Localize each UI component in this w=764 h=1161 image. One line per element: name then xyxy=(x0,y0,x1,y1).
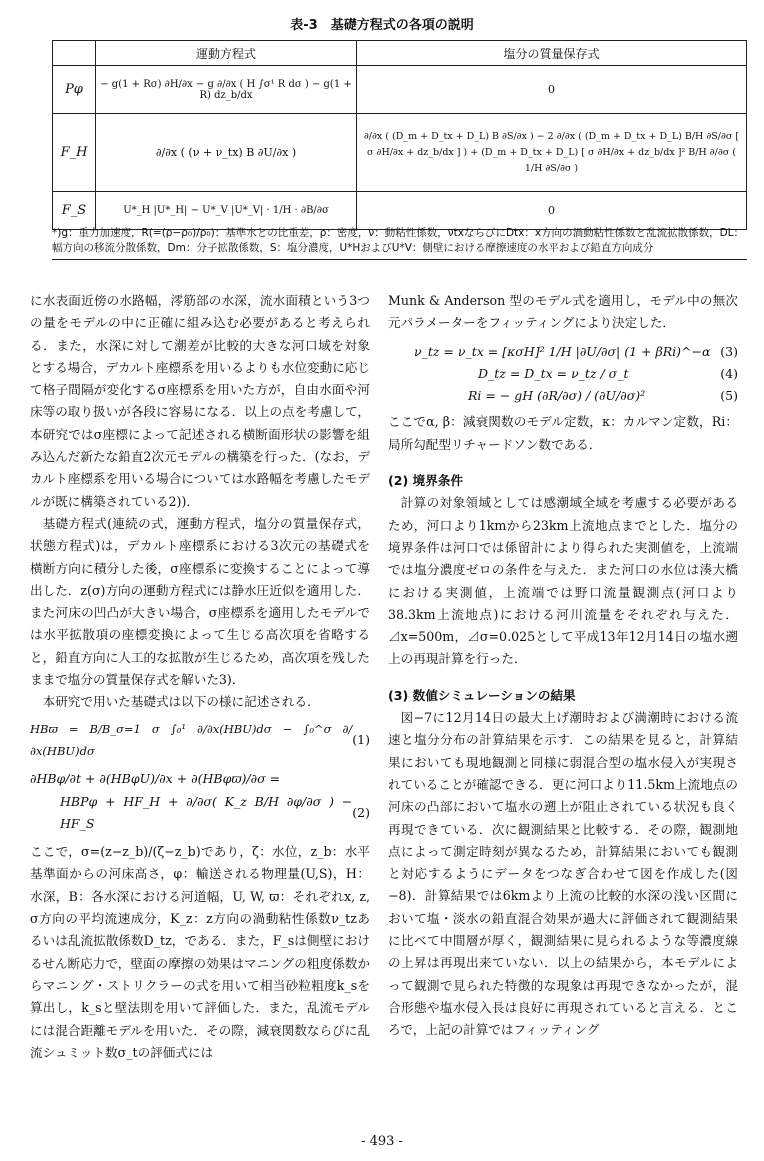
paragraph: 基礎方程式(連続の式，運動方程式，塩分の質量保存式，状態方程式)は，デカルト座標系における3次元の基礎式を横断方向に積分した後，σ座標系に変換することによって導出した．z(σ)方向の運動方程式には静水圧近似を適用した．また河床の凹凸が大きい場合，σ座標系を適用したモデルでは水平拡散項の座標変換によって生じる高次項を省略すると，鉛直方向に人工的な拡散が生じるため，高次項を残したままで塩分の質量保存式を解いた3)． xyxy=(30,515,371,688)
paragraph: に水表面近傍の水路幅，澪筋部の水深，流水面積という3つの量をモデルの中に正確に組み込む必要があると考えられる．また，水深に対して潮差が比較的大きな河口域を対象とする場合，デカルト座標系を用いるよりも水位変動に応じて格子間隔が変化するσ座標系を用いた方が，自由水面や河床等の取り扱いが各段に容易になる．以上の点を考慮して，本研究ではσ座標によって記述される横断面形状の影響を組み込んだ新たな鉛直2次元モデルの構築を行った．(なお，デカルト座標系を用いる場合については水路幅を考慮したモデルが既に構築されている2))． xyxy=(30,293,370,509)
table-caption: 表-3 基礎方程式の各項の説明 xyxy=(290,18,474,33)
momentum-term: − g(1 + Rσ) ∂H/∂x − g ∂/∂x ( H ∫σ¹ R dσ ) − g(1 + R) dz_b/dx xyxy=(96,66,357,114)
equation-number: (5) xyxy=(720,388,738,404)
equation-1 xyxy=(30,718,370,763)
equation-2b xyxy=(30,791,370,836)
row-label: Pφ xyxy=(53,66,96,114)
table-header-label xyxy=(53,41,96,66)
equation-body: HBϖ = B/B_σ=1 σ ∫₀¹ ∂/∂x(HBU)dσ − ∫₀^σ ∂/∂x(HBU)dσ xyxy=(30,721,353,758)
equation-body: HBPφ + HF_H + ∂/∂σ( K_z B/H ∂φ/∂σ ) − HF_S xyxy=(60,793,353,831)
page-number: - 493 - xyxy=(361,1134,403,1149)
paragraph: 図−7に12月14日の最大上げ潮時および満潮時における流速と塩分分布の計算結果を示す．この結果を見ると，計算結果においても現地観測と同様に弱混合型の塩水侵入が実現されていることが確認できる．更に河口より11.5km上流地点の河床の凸部において塩水の遡上が阻止されている状況も良く再現できている．次に観測結果と比較する．その際，観測地点によって測定時刻が異なるため，計算結果においても観測と対応するようにデータをつなぎ合わせて図を作成した(図−8)．計算結果では6kmより上流の比較的水深の浅い区間において塩・淡水の鉛直混合効果が過大に評価されて観測結果に比べて中間層が厚く，観測結果に見られるような等濃度線の上昇は再現出来ていない．以上の結果から，本モデルによって観測で見られた特徴的な現象は再現できなかったが，混合形態や塩水侵入長は良好に再現されていると言える．ところで，上記の計算ではフィッティング xyxy=(388,710,739,1038)
table-header-salt: 塩分の質量保存式 xyxy=(357,41,747,66)
equation-body: ∂HBφ/∂t + ∂(HBφU)/∂x + ∂(HBφϖ)/∂σ = xyxy=(30,771,281,787)
salt-term: 0 xyxy=(357,192,747,230)
equation-number: (1) xyxy=(352,731,370,747)
row-label: F_S xyxy=(53,192,96,230)
equation-body: D_tz = D_tx = ν_tz / σ_t xyxy=(478,365,629,381)
equation-body: Ri = − gH (∂R/∂σ) / (∂U/∂σ)² xyxy=(468,388,646,404)
equation-4 xyxy=(388,363,738,385)
section-heading: (2) 境界条件 xyxy=(388,473,464,489)
paragraph: Munk & Anderson 型のモデル式を適用し，モデル中の無次元パラメーターをフィッティングにより決定した． xyxy=(388,293,738,331)
left-column xyxy=(30,290,370,1064)
momentum-term: U*_H |U*_H| − U*_V |U*_V| · 1/H · ∂B/∂σ xyxy=(96,192,357,230)
equation-number: (3) xyxy=(720,343,738,359)
table-footnote: *)g：重力加速度，R(=(ρ−ρ₀)/ρ₀)：基準水との比重差，ρ：密度，ν：動粘性係数，νtxならびにDtx：x方向の渦動粘性係数と乱流拡散係数，DL：幅方向の移流分散係数，Dm：分子拡散係数，S：塩分濃度，U*HおよびU*V：側壁における摩擦速度の水平および鉛直方向成分 xyxy=(52,226,747,260)
salt-term: 0 xyxy=(357,66,747,114)
equation-number: (4) xyxy=(720,365,738,381)
equation-body: ν_tz = ν_tx = [κσH]² 1/H |∂U/∂σ| (1 + βRi)^−α xyxy=(414,343,711,359)
equation-3 xyxy=(388,341,738,363)
table-header-momentum: 運動方程式 xyxy=(96,41,357,66)
table-header-row xyxy=(53,41,747,66)
section-heading: (3) 数値シミュレーションの結果 xyxy=(388,687,576,703)
right-column xyxy=(388,290,738,1042)
equation-2a xyxy=(30,768,370,790)
paragraph: ここでα, β：減衰関数のモデル定数，κ：カルマン定数，Ri：局所勾配型リチャードソン数である． xyxy=(388,414,738,452)
row-label: F_H xyxy=(53,114,96,192)
equation-5 xyxy=(388,385,738,407)
paragraph: ここで，σ=(z−z_b)/(ζ−z_b)であり，ζ：水位，z_b：水平基準面からの河床高さ，φ：輸送される物理量(U,S)，H：水深，B：各水深における河道幅，U, W, ϖ：それぞれx, z, σ方向の平均流速成分，K_z：z方向の渦動粘性係数ν_tzあるいは乱流拡散係数D_tz，である．また，F_sは側壁におけるせん断応力で，壁面の摩擦の効果はマニングの粗度係数からマニング・ストリクラーの式を用いて相当砂粒粗度k_sを算出し，k_sと壁法則を用いて評価した．また，乱流モデルには混合距離モデルを用いた．その際，減衰関数ならびに乱流シュミット数σ_tの評価式には xyxy=(30,844,370,1060)
table-row xyxy=(53,192,747,230)
table-row xyxy=(53,114,747,192)
momentum-term: ∂/∂x ( (ν + ν_tx) B ∂U/∂x ) xyxy=(96,114,357,192)
paragraph: 計算の対象領域としては感潮域全域を考慮する必要があるため，河口より1kmから23km上流地点までとした．塩分の境界条件は河口では係留計により得られた実測値を，上流端では塩分濃度ゼロの条件を与えた．また河口の水位は湊大橋における実測値，上流端では野口流量観測点(河口より38.3km上流地点)における河川流量をそれぞれ与えた．⊿x=500m，⊿σ=0.025として平成13年12月14日の塩水遡上の再現計算を行った． xyxy=(388,495,738,667)
paragraph: 本研究で用いた基礎式は以下の様に記述される． xyxy=(42,694,320,710)
table-row xyxy=(53,66,747,114)
equation-terms-table xyxy=(52,40,747,230)
salt-term: ∂/∂x ( (D_m + D_tx + D_L) B ∂S/∂x ) − 2 ∂/∂x ( (D_m + D_tx + D_L) B/H ∂S/∂σ [ σ ∂H/∂x + dz_b/dx ] ) + (D_m + D_tx + D_L) [ σ ∂H/∂x + dz_b/dx ]² B/H ∂/∂σ ( 1/H ∂S/∂σ ) xyxy=(357,114,747,192)
equation-number: (2) xyxy=(352,804,370,820)
